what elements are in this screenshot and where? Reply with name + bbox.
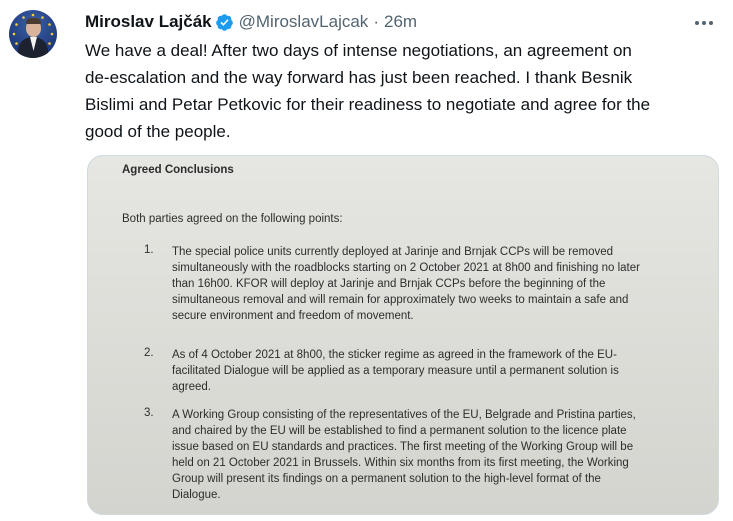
item-line: secure environment and freedom of movement.: [172, 310, 414, 322]
more-dot: [702, 21, 706, 25]
tweet-text-line: Bislimi and Petar Petkovic for their readiness to negotiate and agree for the: [85, 95, 651, 114]
tweet-text-line: de-escalation and the way forward has just been reached. I thank Besnik: [85, 68, 633, 87]
verified-badge-icon: [215, 13, 234, 32]
more-horizontal-icon[interactable]: [693, 13, 715, 33]
avatar[interactable]: [9, 10, 57, 58]
agreed-conclusions-document: [88, 156, 718, 514]
item-number: 3.: [144, 407, 154, 419]
document-intro: Both parties agreed on the following points:: [122, 213, 343, 225]
item-line: agreed.: [172, 381, 212, 393]
item-line: facilitated Dialogue will be applied as a temporary measure until a permanent solution is: [172, 365, 619, 377]
tweet-text-line: We have a deal! After two days of intense negotiations, an agreement on: [85, 41, 632, 60]
tweet-timestamp[interactable]: 26m: [383, 12, 418, 31]
attached-photo[interactable]: [87, 155, 719, 515]
item-line: and chaired by the EU will be established to find a permanent solution to the licence plate: [172, 425, 627, 437]
item-line: The special police units currently deployed at Jarinje and Brnjak CCPs will be removed: [172, 246, 614, 258]
item-line: held on 21 October 2021 in Brussels. Within six months from its first meeting, the Working: [172, 457, 629, 469]
item-line: simultaneously with the roadblocks starting on 2 October 2021 at 8h00 and finishing no later: [172, 262, 640, 274]
item-line: A Working Group consisting of the representatives of the EU, Belgrade and Pristina parties,: [172, 409, 636, 421]
item-line: Dialogue.: [172, 489, 221, 501]
item-line: simultaneous removal and will remain for approximately two weeks to maintain a safe and: [172, 294, 629, 306]
document-heading: Agreed Conclusions: [122, 164, 234, 176]
item-number: 1.: [144, 244, 154, 256]
more-dot: [695, 21, 699, 25]
item-line: Group will present its findings on a permanent solution to the high-level format of the: [172, 473, 601, 485]
avatar-hair: [26, 18, 41, 24]
more-dot: [709, 21, 713, 25]
item-line: As of 4 October 2021 at 8h00, the sticker regime as agreed in the framework of the EU-: [172, 349, 617, 361]
separator-dot: ·: [373, 12, 379, 31]
item-line: than 16h00. KFOR will deploy at Jarinje and Brnjak CCPs before the beginning of the: [172, 278, 606, 290]
tweet-text: [85, 37, 725, 145]
item-line: issue based on EU standards and practices. The first meeting of the Working Group will be: [172, 441, 634, 453]
author-handle[interactable]: @MiroslavLajcak: [238, 12, 369, 31]
item-number: 2.: [144, 347, 154, 359]
tweet-header: [85, 11, 417, 33]
tweet-text-line: good of the people.: [85, 122, 231, 141]
author-name[interactable]: Miroslav Lajčák: [85, 12, 212, 31]
